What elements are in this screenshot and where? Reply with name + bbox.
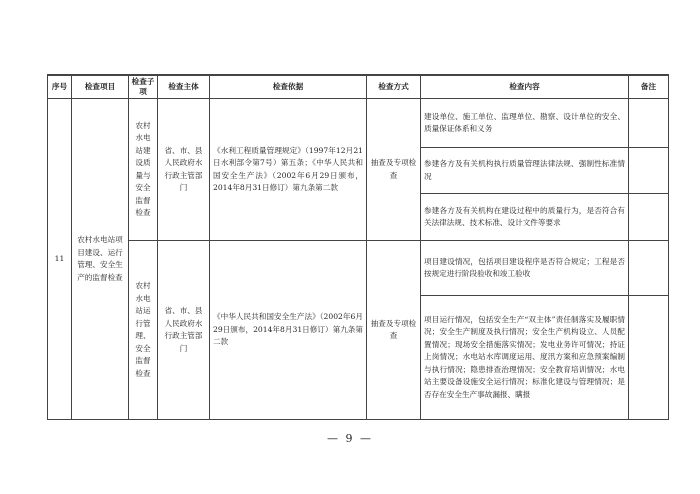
remark-cell — [629, 241, 669, 296]
inspection-table — [47, 74, 669, 420]
header-seq: 序号 — [48, 75, 72, 99]
header-subitem: 检查子项 — [129, 75, 158, 99]
header-content: 检查内容 — [421, 75, 629, 99]
header-subject: 检查主体 — [158, 75, 210, 99]
table-row — [48, 99, 669, 148]
content-cell: 参建各方及有关机构执行质量管理法律法规、强制性标准情况 — [421, 148, 629, 194]
inspection-item: 农村水电站项目建设、运行管理、安全生产的监督检查 — [72, 99, 129, 420]
subject-operation: 省、市、县人民政府水行政主管部门 — [158, 241, 210, 420]
header-row — [48, 75, 669, 99]
subitem-construction: 农村水电站建设质量与安全监督检查 — [129, 99, 158, 241]
basis-operation: 《中华人民共和国安全生产法》（2002年6月29日颁布，2014年8月31日修订）第九条第二款 — [210, 241, 367, 420]
remark-cell — [629, 194, 669, 241]
header-item: 检查项目 — [72, 75, 129, 99]
remark-cell — [629, 99, 669, 148]
row-number: 11 — [48, 99, 72, 420]
header-method: 检查方式 — [367, 75, 421, 99]
remark-cell — [629, 296, 669, 420]
table-row — [48, 241, 669, 296]
content-cell: 参建各方及有关机构在建设过程中的质量行为，是否符合有关法律法规、技术标准、设计文件等要求 — [421, 194, 629, 241]
basis-construction: 《水利工程质量管理规定》（1997年12月21日水利部令第7号）第五条；《中华人民共和国安全生产法》（2002年6月29日颁布，2014年8月31日修订）第九条第二款 — [210, 99, 367, 241]
header-remark: 备注 — [629, 75, 669, 99]
page-number: — 9 — — [327, 432, 373, 445]
method-operation: 抽查及专项检查 — [367, 241, 421, 420]
remark-cell — [629, 148, 669, 194]
subject-construction: 省、市、县人民政府水行政主管部门 — [158, 99, 210, 241]
subitem-operation: 农村水电站运行管理、安全监督检查 — [129, 241, 158, 420]
content-cell: 项目运行情况，包括安全生产“双主体”责任制落实及履职情况；安全生产制度及执行情况；安全生产机构设立、人员配置情况；现场安全措施落实情况；发电业务许可情况；持证上岗情况；水电站水库调度运用、度汛方案和应急预案编制与执行情况；隐患排查治理情况；安全教育培训情况；水电站主要设备设施安全运行情况；标准化建设与管理情况；是否存在安全生产事故漏报、瞒报 — [421, 296, 629, 420]
method-construction: 抽查及专项检查 — [367, 99, 421, 241]
content-cell: 建设单位、施工单位、监理单位、勘察、设计单位的安全、质量保证体系和义务 — [421, 99, 629, 148]
header-basis: 检查依据 — [210, 75, 367, 99]
content-cell: 项目建设情况，包括项目建设程序是否符合规定；工程是否按规定进行阶段验收和竣工验收 — [421, 241, 629, 296]
